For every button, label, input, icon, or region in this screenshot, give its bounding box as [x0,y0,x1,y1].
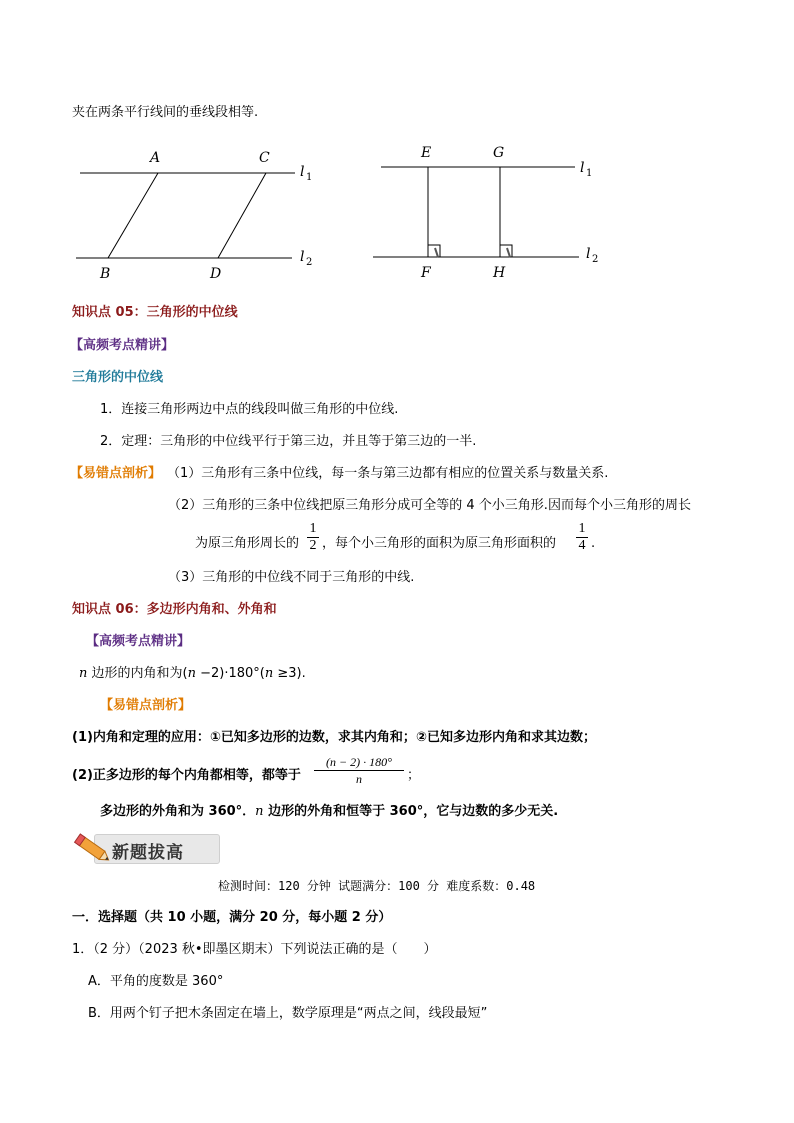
kp06-line2-end: ； [407,768,421,783]
kp06-error-tag: 【易错点剖析】 [100,698,192,713]
fraction-one-half: 1 2 [307,521,319,554]
label-l2: l [586,246,591,262]
label-a: A [150,150,161,166]
pencil-icon [72,830,114,868]
question-1-stem: 1．（2 分）（2023 秋•即墨区期末）下列说法正确的是（ ） [72,942,437,957]
kp05-tag: 【高频考点精讲】 [70,338,175,353]
label-l1: l [300,164,305,180]
label-d: D [210,266,222,282]
kp05-err2b-end: . [591,536,596,551]
kp06-line2-pre: (2)正多边形的每个内角都相等，都等于 [72,768,301,783]
kp05-err2a: （2）三角形的三条中位线把原三角形分成可全等的 4 个小三角形.因而每个小三角形的周长 [168,498,691,513]
segment-cd [218,173,266,258]
parallel-lines-figure-left [70,140,330,285]
label-l1-sub: 1 [586,168,593,179]
kp06-heading: 知识点 06：多边形内角和、外角和 [72,602,277,617]
kp05-err2b-pre: 为原三角形周长的 [195,536,300,551]
kp05-heading: 知识点 05：三角形的中位线 [72,305,238,320]
question-1-option-b[interactable]: B．用两个钉子把木条固定在墙上，数学原理是“两点之间，线段最短” [88,1006,488,1021]
kp05-subheading: 三角形的中位线 [72,370,164,385]
new-questions-banner [72,830,220,866]
label-c: C [259,150,270,166]
label-l2: l [300,249,305,265]
fraction-interior-angle: (n − 2) · 180° n [314,754,404,787]
segment-ab [108,173,158,258]
kp05-item1: 1．连接三角形两边中点的线段叫做三角形的中位线. [100,402,399,417]
banner-title: 新题拔高 [112,843,184,863]
parallel-lines-figure-right [365,140,615,285]
label-l1-sub: 1 [306,172,313,183]
intro-text: 夹在两条平行线间的垂线段相等. [72,105,259,120]
section-heading: 一．选择题（共 10 小题，满分 20 分，每小题 2 分） [72,910,392,925]
label-f: F [421,265,431,281]
kp05-err1: （1）三角形有三条中位线，每一条与第三边都有相应的位置关系与数量关系. [167,466,609,481]
kp05-item2: 2．定理：三角形的中位线平行于第三边，并且等于第三边的一半. [100,434,477,449]
exam-info: 检测时间：120 分钟 试题满分：100 分 难度系数：0.48 [218,879,536,893]
kp05-err3: （3）三角形的中位线不同于三角形的中线. [168,570,415,585]
question-1-option-a[interactable]: A．平角的度数是 360° [88,974,224,989]
label-e: E [421,145,432,161]
kp06-tag: 【高频考点精讲】 [86,634,191,649]
kp06-line3: 多边形的外角和为 360°．n 边形的外角和恒等于 360°，它与边数的多少无关. [100,804,559,819]
label-g: G [493,145,505,161]
label-l2-sub: 2 [592,254,599,265]
label-b: B [100,266,111,282]
label-h: H [493,265,506,281]
label-l1: l [580,160,585,176]
kp05-err2b-mid: ，每个小三角形的面积为原三角形面积的 [322,536,557,551]
kp05-error-tag: 【易错点剖析】 [70,466,162,481]
kp06-formula: n 边形的内角和为(n −2)·180°(n ≥3). [79,666,306,681]
fraction-one-quarter: 1 4 [576,521,588,554]
kp06-line1: (1)内角和定理的应用：①已知多边形的边数，求其内角和；②已知多边形内角和求其边数； [72,730,596,745]
label-l2-sub: 2 [306,257,313,268]
